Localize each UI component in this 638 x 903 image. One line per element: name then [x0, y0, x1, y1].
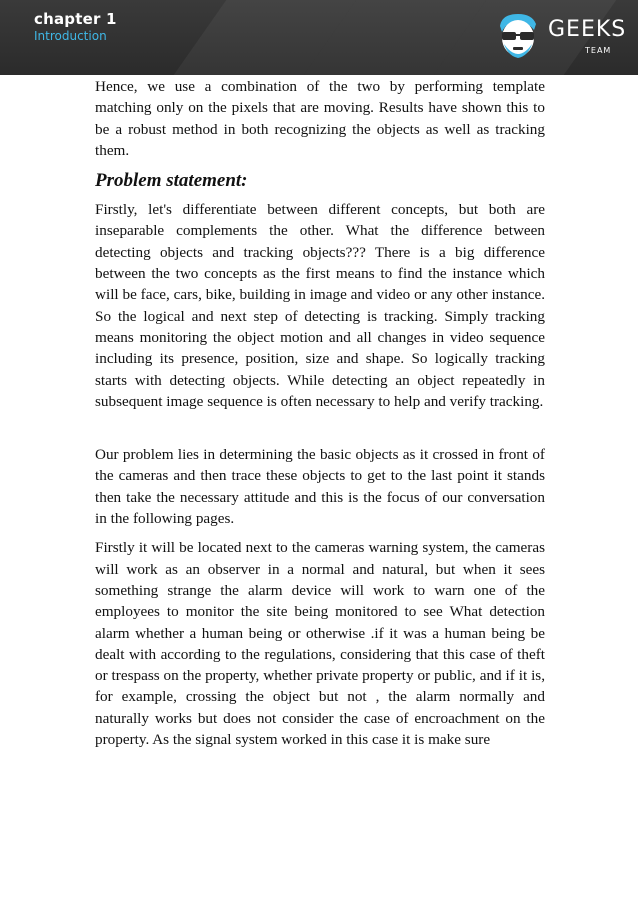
paragraph-2: Our problem lies in determining the basic objects as it crossed in front of the cameras and then trace these objects to get to the last point it stands then take the necessary attitude and this is the focus of our conversation in the following pages. — [95, 446, 545, 528]
section-title: Introduction — [34, 29, 107, 43]
paragraph-3: Firstly it will be located next to the cameras warning system, the cameras will work as an observer in a normal and natural, but when it sees something strange the alarm device will work to warn one of the employees to monitor the site being monitored to see What detection alarm whether a human being or otherwise .if it was a human being be dealt with according to the regulations, considering that this case of theft or trespass on the property, whether private property or public, and if it is, for example, crossing the object but not , the alarm normally and naturally works but does not consider the case of encroachment on the property. As the signal system worked in this case it is make sure — [95, 539, 545, 749]
section-heading: Problem statement: — [95, 170, 248, 192]
intro-paragraph: Hence, we use a combination of the two by performing template matching only on the pixels that are moving. Results have shown this to be a robust method in both recognizing the objects as well as tracking them. — [95, 78, 545, 159]
logo-text: GEEKS — [548, 17, 627, 42]
logo-subtext: TEAM — [585, 46, 612, 55]
chapter-label: chapter 1 — [34, 10, 117, 28]
paragraph-1: Firstly, let's differentiate between different concepts, but both are inseparable complements the other. What the difference between detecting objects and tracking objects??? There is a big difference between the two concepts as the first means to find the instance which will be face, cars, bike, building in image and video or any other instance. So the logical and next step of detecting is tracking. Simply tracking means monitoring the object motion and all changes in video sequence including its presence, position, size and shape. So logically tracking starts with detecting objects. While detecting an object repeatedly in subsequent image sequence is often necessary to help and verify tracking. — [95, 201, 545, 410]
page-body — [95, 76, 545, 750]
header-banner — [0, 0, 638, 75]
